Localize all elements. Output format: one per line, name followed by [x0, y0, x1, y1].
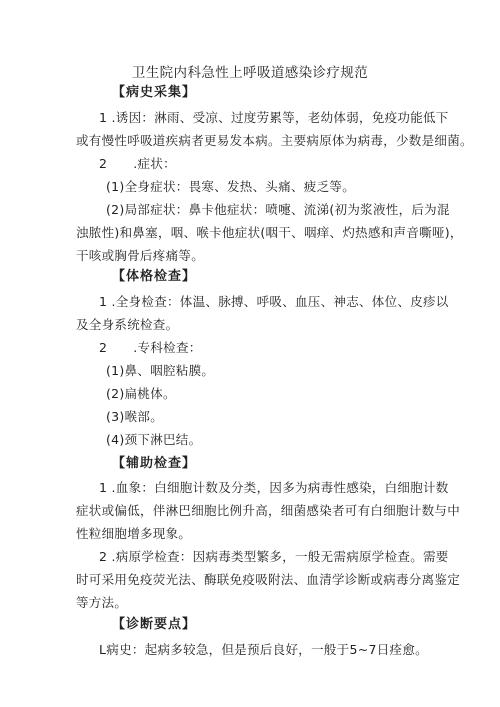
- exam-sub4: (4)颈下淋巴结。: [106, 432, 202, 447]
- exam-item1-line1: 1 .全身检查：体温、脉搏、呼吸、血压、神志、体位、皮疹以: [99, 294, 449, 309]
- exam-item2: [99, 339, 202, 357]
- diagnosis-item1: L病史：起病多较急，但是预后良好，一般于5~7日痊愈。: [99, 642, 428, 657]
- section-heading-exam: 【体格检查】: [112, 269, 197, 284]
- exam-sub1: (1)鼻、咽腔粘膜。: [106, 363, 215, 378]
- document-title: 卫生院内科急性上呼吸道感染诊疗规范: [131, 65, 369, 81]
- exam-item2-label: .专科检查：: [133, 340, 202, 355]
- exam-item1-line2: 及全身系统检查。: [76, 317, 179, 332]
- history-item1-line2: 或有慢性呼吸道疾病者更易发本病。主要病原体为病毒，少数是细菌。: [76, 133, 473, 148]
- history-item2-number: 2: [99, 156, 108, 171]
- history-sub2-line1: (2)局部症状：鼻卡他症状：喷嚏、流涕(初为浆液性，后为混: [106, 202, 450, 217]
- exam-sub2: (2)扁桃体。: [106, 386, 176, 401]
- history-sub2-line2: 浊脓性)和鼻塞，咽、喉卡他症状(咽干、咽痒、灼热感和声音嘶哑)，: [76, 225, 463, 240]
- history-sub2-line3: 干咳或胸骨后疼痛等。: [76, 248, 205, 263]
- exam-item2-number: 2: [99, 340, 108, 355]
- aux-item1-line2: 症状或偏低，伴淋巴细胞比例升高，细菌感染者可有白细胞计数与中: [76, 503, 461, 518]
- history-item2-label: .症状：: [133, 156, 176, 171]
- section-heading-aux: 【辅助检查】: [112, 456, 197, 471]
- aux-item2-line3: 等方法。: [76, 595, 128, 610]
- history-item2: [99, 155, 176, 173]
- history-item1-line1: 1 .诱因：淋雨、受凉、过度劳累等，老幼体弱，免疫功能低下: [99, 110, 449, 125]
- section-heading-history: 【病史采集】: [112, 85, 197, 100]
- history-sub1: (1)全身症状：畏寒、发热、头痛、疲乏等。: [106, 179, 356, 194]
- aux-item1-line1: 1 .血象：白细胞计数及分类，因多为病毒性感染，白细胞计数: [99, 480, 449, 495]
- aux-item2-line2: 时可采用免疫荧光法、酶联免疫吸附法、血清学诊断或病毒分离鉴定: [76, 572, 461, 587]
- section-heading-diagnosis: 【诊断要点】: [112, 617, 197, 632]
- aux-item2-line1: 2 .病原学检查：因病毒类型繁多，一般无需病原学检查。需要: [99, 549, 449, 564]
- aux-item1-line3: 性粒细胞增多现象。: [76, 526, 192, 541]
- exam-sub3: (3)喉部。: [106, 409, 164, 424]
